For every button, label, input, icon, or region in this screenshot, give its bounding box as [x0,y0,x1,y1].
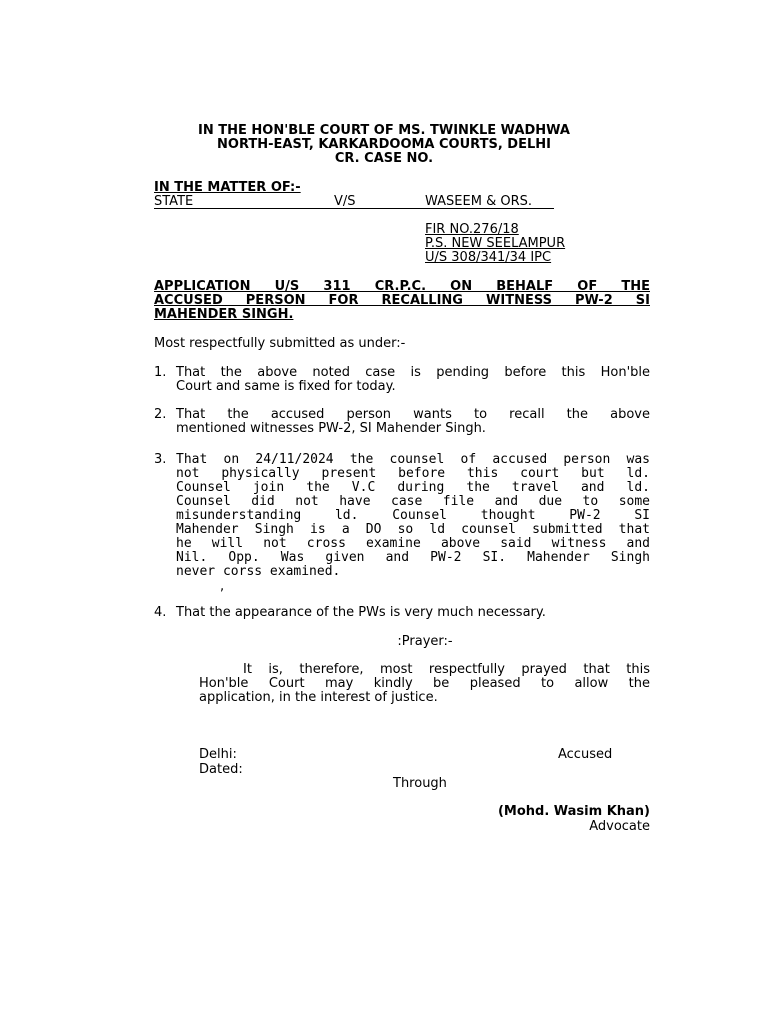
court-location: NORTH-EAST, KARKARDOOMA COURTS, DELHI [217,137,551,152]
paragraph-line: That the above noted case is pending before this Hon'ble [176,365,650,380]
paragraph-number: 2. [154,407,167,422]
ipc-sections: U/S 308/341/34 IPC [425,250,552,265]
case-number-label: CR. CASE NO. [334,151,434,166]
versus-label: V/S [334,194,356,209]
paragraph-line: Mahender Singh is a DO so ld counsel submitted that [176,522,650,537]
paragraph-line: Nil. Opp. Was given and PW-2 SI. Mahender Singh [176,550,650,565]
paragraph-line: That on 24/11/2024 the counsel of accused person was [176,452,650,467]
paragraph-line: he will not cross examine above said witness and [176,536,650,551]
application-title [154,280,650,322]
through-label: Through [393,776,447,791]
prayer-heading: :Prayer:- [397,634,453,649]
fir-number: FIR NO.276/18 [425,222,519,237]
stray-comma: , [220,579,225,594]
party-accused: WASEEM & ORS. [425,194,532,209]
title-line: ACCUSED PERSON FOR RECALLING WITNESS PW-2 SI [154,293,650,308]
paragraph-1 [176,366,650,394]
paragraph-number: 4. [154,605,167,620]
advocate-title: Advocate [589,819,650,834]
date-label: Dated: [199,762,243,777]
court-name: IN THE HON'BLE COURT OF MS. TWINKLE WADHWA [198,123,570,138]
paragraph-number: 1. [154,365,167,380]
paragraph-line: mentioned witnesses PW-2, SI Mahender Singh. [176,421,486,436]
paragraph-line: not physically present before this court but ld. [176,466,650,481]
paragraph-line: misunderstanding ld. Counsel thought PW-2 SI [176,508,650,523]
party-underline [154,208,554,209]
prayer-line: Hon'ble Court may kindly be pleased to allow the [199,676,650,691]
matter-label: IN THE MATTER OF:- [154,180,301,195]
paragraph-line: That the accused person wants to recall the above [176,407,650,422]
title-line: APPLICATION U/S 311 CR.P.C. ON BEHALF OF THE [154,279,650,294]
paragraph-3 [176,453,650,579]
prayer-line: application, in the interest of justice. [199,690,438,705]
paragraph-number: 3. [154,452,167,467]
accused-label: Accused [558,747,613,762]
paragraph-line: never corss examined. [176,564,341,579]
intro-text: Most respectfully submitted as under:- [154,336,406,351]
prayer-line: It is, therefore, most respectfully prayed that this [243,662,650,677]
paragraph-line: Counsel join the V.C during the travel and ld. [176,480,650,495]
paragraph-4: That the appearance of the PWs is very much necessary. [176,605,546,620]
police-station: P.S. NEW SEELAMPUR [425,236,566,251]
place-label: Delhi: [199,747,237,762]
paragraph-2 [176,408,650,436]
paragraph-line: Court and same is fixed for today. [176,379,396,394]
party-state: STATE [154,194,194,209]
advocate-name: (Mohd. Wasim Khan) [497,804,650,819]
prayer-text [199,663,650,705]
title-line: MAHENDER SINGH. [154,307,294,322]
party-row [154,195,556,210]
paragraph-line: Counsel did not have case file and due to some [176,494,650,509]
